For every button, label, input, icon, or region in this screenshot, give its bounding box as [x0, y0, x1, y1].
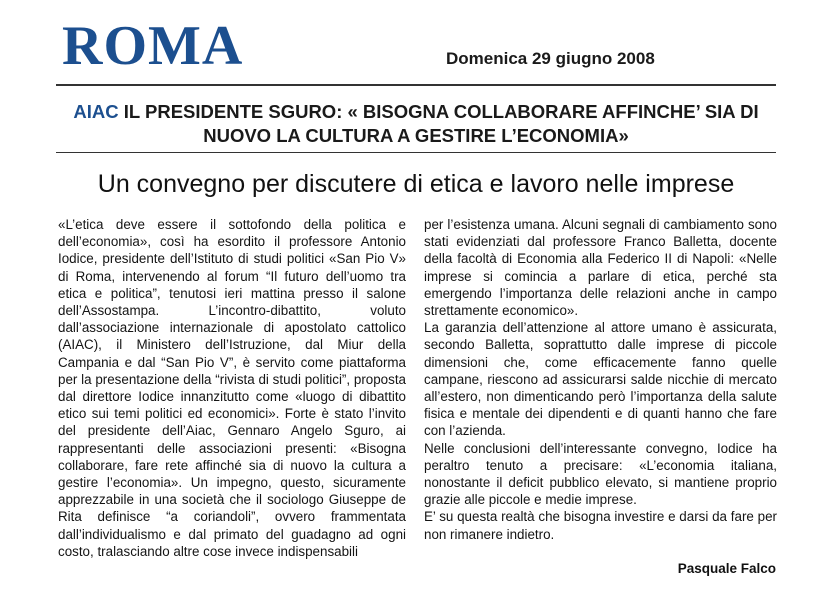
kicker — [56, 100, 776, 148]
author-signature: Pasquale Falco — [677, 561, 776, 576]
kicker-line-2: NUOVO LA CULTURA A GESTIRE L’ECONOMIA» — [203, 125, 629, 146]
bottom-divider — [56, 152, 776, 153]
newspaper-masthead: ROMA — [62, 15, 244, 77]
right-paragraph-2: La garanzia dell’attenzione al attore umano è assicurata, secondo Balletta, soprattutto dalle imprese di piccole dimensioni che, come efficacemente fanno quelle campane, riescono ad assicurarsi salde nicchie di mercato all’estero, non dimenticando però l’importanza della salute fisica e mentale dei dipendenti e di quanti hanno che fare con l’azienda. — [424, 320, 777, 439]
kicker-org: AIAC — [73, 101, 119, 122]
article-headline: Un convegno per discutere di etica e lavoro nelle imprese — [97, 170, 735, 198]
article-column-right — [424, 216, 777, 543]
kicker-line-1-text: IL PRESIDENTE SGURO: « BISOGNA COLLABORARE AFFINCHE’ SIA DI — [123, 101, 759, 122]
kicker-line-1 — [56, 100, 776, 124]
publication-date: Domenica 29 giugno 2008 — [446, 49, 655, 68]
right-paragraph-3: Nelle conclusioni dell’interessante convegno, Iodice ha peraltro tenuto a precisare: «L’economia italiana, nonostante il deficit pubblico elevato, si mantiene proprio grazie alle piccole e medie imprese. — [424, 440, 777, 508]
article-column-left — [58, 216, 406, 560]
top-divider — [56, 84, 776, 86]
right-paragraph-1: per l’esistenza umana. Alcuni segnali di cambiamento sono stati evidenziati dal professore Franco Balletta, docente della facoltà di Economia alla Federico II di Napoli: «Nelle imprese si comincia a parlare di etica, perché sta emergendo l’importanza delle relazioni anche in campo strettamente economico». — [424, 217, 777, 319]
right-paragraph-4: E’ su questa realtà che bisogna investire e darsi da fare per non rimanere indietro. — [424, 509, 777, 542]
left-paragraph: «L’etica deve essere il sottofondo della politica e dell’economia», così ha esordito il professore Antonio Iodice, presidente dell’Istituto di studi politici «San Pio V» di Roma, intervenendo al forum “Il futuro dell’uomo tra etica e politica”, tenutosi ieri mattina presso il salone dell’Assostampa. L’incontro-dibattito, voluto dall’associazione internazionale di apostolato cattolico (AIAC), il Ministero dell’Istruzione, dal Miur della Campania e dal “San Pio V”, è servito come piattaforma per la presentazione della “rivista di studi politici”, proposta dal direttore Iodice innanzitutto come «luogo di dibattito etico sui temi politici ed economici». Forte è stato l’invito del presidente dell’Aiac, Gennaro Angelo Sguro, ai rappresentanti delle associazioni presenti: «Bisogna collaborare, fare rete affinché sia di nuovo la cultura a gestire l’economia». Un impegno, questo, sicuramente apprezzabile in una società che il sociologo Giuseppe de Rita definisce “a coriandoli”, ovvero frammentata dall’individualismo e dal primato del guadagno ad ogni costo, tralasciando altre cose invece indispensabili — [58, 217, 406, 559]
